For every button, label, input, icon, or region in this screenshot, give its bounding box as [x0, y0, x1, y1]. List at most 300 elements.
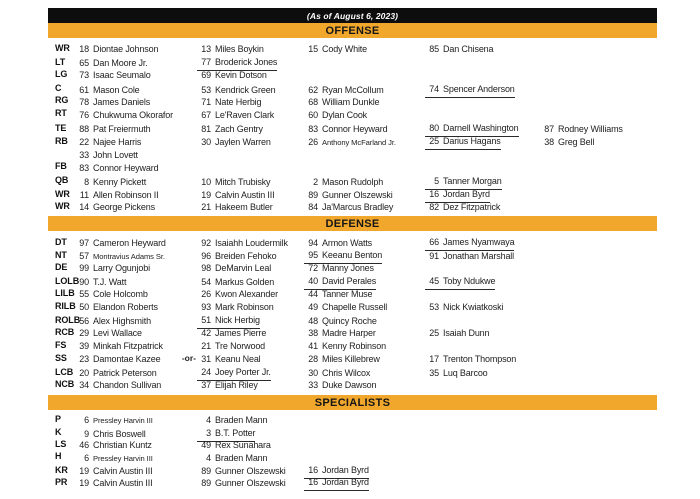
player-entry-text [75, 198, 155, 214]
player-number: 22 [79, 137, 89, 148]
player-name: Mitch Trubisky [215, 176, 271, 187]
player-entry [425, 198, 540, 214]
player-name: Tre Norwood [215, 341, 266, 352]
player-name: Gunner Olszewski [215, 478, 286, 489]
player-name: Diontae Johnson [93, 44, 159, 54]
depth-row [48, 80, 657, 93]
player-number: 40 [308, 276, 318, 287]
player-name: Chandon Sullivan [93, 380, 162, 391]
player-name: Anthony McFarland Jr. [322, 138, 396, 148]
position-label: K [55, 427, 62, 438]
player-number: 35 [429, 368, 439, 379]
player-number: 2 [313, 176, 318, 187]
player-number: 84 [308, 202, 318, 213]
player-name: T.J. Watt [93, 277, 127, 288]
player-name: Nick Herbig [215, 315, 260, 326]
player-number: 19 [79, 466, 89, 476]
player-name: DeMarvin Leal [215, 263, 272, 274]
player-number: 20 [79, 368, 89, 379]
depth-row [48, 185, 657, 201]
player-number: 8 [84, 176, 89, 187]
player-number: 57 [79, 251, 89, 262]
position-label: WR [55, 188, 70, 199]
position-label: LCB [55, 366, 74, 377]
player-number: 21 [201, 341, 211, 352]
player-number: 37 [201, 380, 211, 391]
player-number: 46 [79, 440, 89, 451]
player-name: B.T. Potter [215, 427, 256, 438]
position-label: LG [55, 68, 68, 79]
depth-row [48, 285, 657, 298]
player-name: Kenny Pickett [93, 176, 147, 187]
player-number: 14 [79, 202, 89, 213]
player-name: Kendrick Green [215, 84, 276, 95]
player-number: 42 [201, 328, 211, 339]
player-name: Mason Rudolph [322, 176, 384, 187]
position-label: NT [55, 249, 67, 260]
depth-row [48, 233, 657, 249]
player-number: 90 [79, 277, 89, 288]
section-header-specialists [48, 395, 657, 410]
depth-row [48, 449, 657, 461]
player-name: James Nyamwaya [443, 237, 515, 248]
position-label: ROLB [55, 314, 81, 325]
player-number: 99 [79, 263, 89, 274]
player-number: 11 [79, 190, 89, 201]
player-name: Ryan McCollum [322, 84, 384, 95]
player-entry [304, 376, 425, 392]
player-number: 24 [201, 367, 211, 378]
depth-row [48, 311, 657, 327]
player-name: Jordan Byrd [322, 465, 369, 475]
player-name: Connor Heyward [93, 162, 159, 173]
player-number: 50 [79, 302, 89, 313]
player-number: 25 [429, 136, 439, 147]
depth-row [48, 198, 657, 211]
player-entry [75, 474, 197, 490]
position-label: TE [55, 122, 67, 133]
player-name: Rex Sunahara [215, 440, 271, 451]
position-label: FS [55, 339, 67, 350]
player-number: 33 [79, 149, 89, 160]
player-number: 28 [308, 354, 318, 365]
depth-row [48, 106, 657, 119]
player-number: 26 [308, 137, 318, 148]
player-name: Tanner Morgan [443, 175, 502, 186]
player-name: Madre Harper [322, 328, 376, 339]
player-number: 29 [79, 328, 89, 339]
player-name: Nate Herbig [215, 96, 262, 107]
player-number: 15 [308, 44, 318, 54]
player-number: 44 [308, 289, 318, 300]
player-number: 18 [79, 44, 89, 54]
position-label: NCB [55, 378, 75, 389]
player-entry [425, 132, 540, 150]
section-rows [48, 38, 657, 211]
date-bar [48, 8, 657, 23]
player-number: 83 [308, 124, 318, 135]
player-entry [540, 133, 657, 149]
player-name: Mark Robinson [215, 302, 274, 313]
player-entry [425, 272, 540, 290]
player-number: 74 [429, 83, 439, 94]
player-name: Manny Jones [322, 263, 374, 274]
depth-row [48, 259, 657, 272]
player-name: Darnell Washington [443, 123, 519, 134]
player-number: 88 [79, 124, 89, 135]
position-label: RT [55, 108, 67, 119]
player-name: Ja'Marcus Bradley [322, 202, 394, 213]
player-entry-text [304, 133, 396, 149]
position-label: P [55, 413, 61, 424]
player-name: Greg Bell [558, 137, 595, 148]
position-label: SS [55, 352, 67, 363]
section-defense [48, 216, 657, 389]
player-number: 3 [206, 427, 211, 438]
player-name: Elijah Riley [215, 380, 258, 391]
player-number: 83 [79, 162, 89, 173]
player-name: Tanner Muse [322, 289, 373, 300]
depth-row [48, 298, 657, 311]
player-name: Cody White [322, 44, 368, 54]
player-name: Christian Kuntz [93, 440, 152, 451]
player-name: Connor Heyward [322, 124, 388, 135]
player-entry [425, 247, 540, 263]
player-name: Jaylen Warren [215, 137, 271, 148]
player-number: 66 [429, 237, 439, 248]
player-entry-text [197, 133, 271, 149]
player-name: Luq Barcoo [443, 368, 488, 379]
player-entry [197, 474, 304, 490]
player-number: 72 [308, 263, 318, 274]
depth-row [48, 40, 657, 53]
section-rows [48, 231, 657, 389]
player-number: 16 [429, 189, 439, 200]
player-name: Montravius Adams Sr. [93, 252, 165, 262]
date-note: (As of August 6, 2023) [306, 10, 399, 21]
player-name: Kevin Dotson [215, 70, 267, 81]
player-number: 98 [201, 263, 211, 274]
player-name: Le'Raven Clark [215, 109, 275, 120]
player-name: Miles Killebrew [322, 354, 380, 365]
player-name: Breiden Fehoko [215, 251, 277, 262]
player-number: 97 [79, 238, 89, 249]
player-name: Cole Holcomb [93, 289, 148, 300]
player-name: Jordan Byrd [443, 189, 490, 200]
position-label: FB [55, 161, 67, 172]
player-entry-text [425, 40, 493, 56]
player-number: 85 [429, 44, 439, 54]
player-number: 41 [308, 341, 318, 352]
depth-row [48, 461, 657, 476]
player-name: Joey Porter Jr. [215, 367, 271, 378]
player-entry-text [304, 40, 367, 56]
player-entry-text [425, 324, 489, 340]
player-number: 38 [308, 328, 318, 339]
player-name: Trenton Thompson [443, 354, 517, 365]
player-number: 93 [201, 302, 211, 313]
player-number: 68 [308, 96, 318, 107]
player-name: John Lovett [93, 149, 138, 160]
position-label: DT [55, 236, 67, 247]
player-entry [75, 198, 197, 214]
player-name: Damontae Kazee [93, 354, 161, 365]
player-number: 61 [79, 84, 89, 95]
position-label: C [55, 83, 62, 94]
player-entry [425, 40, 540, 56]
player-name: William Dunkle [322, 96, 380, 107]
depth-row [48, 132, 657, 148]
player-number: 25 [429, 328, 439, 339]
player-name: Gunner Olszewski [322, 190, 393, 201]
player-number: 60 [308, 109, 318, 120]
player-number: 77 [201, 57, 211, 68]
player-name: Miles Boykin [215, 44, 264, 54]
player-number: 33 [308, 380, 318, 391]
position-label: H [55, 451, 62, 462]
player-number: 16 [308, 477, 318, 488]
player-entry [425, 80, 540, 98]
player-number: 19 [79, 478, 89, 489]
player-number: 73 [79, 70, 89, 81]
player-number: 19 [201, 190, 211, 201]
player-number: 67 [201, 109, 211, 120]
depth-row [48, 324, 657, 337]
depth-chart-content [48, 8, 657, 489]
player-number: 21 [201, 202, 211, 213]
section-title: DEFENSE [325, 217, 380, 230]
player-number: 89 [201, 478, 211, 489]
player-entry [304, 40, 425, 56]
player-number: 81 [201, 124, 211, 135]
player-number: 55 [79, 289, 89, 300]
player-entry-text [75, 474, 152, 490]
section-title: SPECIALISTS [314, 396, 391, 409]
player-entry-text [425, 298, 503, 314]
player-entry-text [197, 474, 286, 490]
player-name: James Pierre [215, 328, 267, 339]
player-number: 89 [201, 466, 211, 476]
player-entry-text [540, 133, 594, 149]
player-name: Markus Golden [215, 277, 275, 288]
player-name: Keeanu Benton [322, 250, 383, 261]
player-name: Pressley Harvin III [93, 453, 153, 463]
player-name: Chukwuma Okorafor [93, 109, 173, 120]
player-number: 82 [429, 202, 439, 213]
player-name: Dan Chisena [443, 44, 494, 54]
depth-row [48, 350, 657, 363]
player-name: Pat Freiermuth [93, 124, 151, 135]
player-entry [425, 324, 540, 340]
player-number: 76 [79, 109, 89, 120]
player-number: 49 [201, 440, 211, 451]
player-name: Najee Harris [93, 137, 142, 148]
depth-row [48, 436, 657, 451]
player-name: Dez Fitzpatrick [443, 202, 501, 213]
player-entry [425, 298, 540, 314]
player-number: 9 [84, 428, 89, 439]
player-name: Chris Boswell [93, 428, 146, 439]
player-name: Hakeem Butler [215, 202, 273, 213]
section-specialists [48, 395, 657, 489]
player-entry-text [425, 198, 500, 214]
depth-row [48, 376, 657, 389]
player-number: 16 [308, 465, 318, 475]
player-name: Isaiah Dunn [443, 328, 490, 339]
player-entry-text [197, 376, 258, 392]
position-label: WR [55, 42, 70, 53]
player-entry-underlined [425, 80, 515, 98]
player-number: 96 [201, 251, 211, 262]
depth-row [48, 424, 657, 439]
position-label: LOLB [55, 275, 80, 286]
player-name: Gunner Olszewski [215, 466, 286, 476]
position-label: QB [55, 175, 69, 186]
player-number: 48 [308, 316, 318, 327]
depth-row [48, 172, 657, 185]
player-name: Cameron Heyward [93, 238, 166, 249]
depth-row [48, 93, 657, 106]
player-number: 54 [201, 277, 211, 288]
player-number: 38 [544, 137, 554, 148]
depth-row [48, 119, 657, 135]
player-name: Calvin Austin III [93, 478, 153, 489]
player-name: Broderick Jones [215, 57, 278, 68]
position-label: RB [55, 135, 68, 146]
player-name: Calvin Austin III [93, 466, 153, 476]
position-label: WR [55, 200, 70, 211]
player-number: 4 [206, 415, 211, 426]
player-entry-text [304, 376, 376, 392]
player-entry-text [75, 376, 161, 392]
player-number: 13 [201, 44, 211, 54]
position-label: RG [55, 95, 69, 106]
depth-row [48, 337, 657, 350]
player-number: 17 [429, 354, 439, 365]
position-label: DE [55, 261, 68, 272]
player-name: Rodney Williams [558, 124, 623, 135]
player-number: 53 [429, 302, 439, 313]
depth-row [48, 272, 657, 288]
position-label: LT [55, 56, 66, 67]
player-name: Dan Moore Jr. [93, 58, 148, 69]
player-entry-underlined [304, 473, 369, 491]
player-name: Keanu Neal [215, 354, 261, 365]
player-entry-text [425, 364, 488, 380]
player-name: Nick Kwiatkoski [443, 302, 504, 313]
player-number: 95 [308, 250, 318, 261]
player-name: Braden Mann [215, 415, 268, 426]
player-name: Allen Robinson II [93, 190, 159, 201]
player-name: Elandon Roberts [93, 302, 158, 313]
player-entry-text [197, 198, 273, 214]
player-number: 10 [201, 176, 211, 187]
player-entry [197, 376, 304, 392]
player-name: Quincy Roche [322, 316, 377, 327]
player-number: 4 [206, 452, 211, 463]
section-header-offense [48, 23, 657, 38]
depth-row [48, 159, 657, 172]
player-number: 30 [308, 368, 318, 379]
depth-row [48, 473, 657, 489]
position-label: LILB [55, 287, 75, 298]
player-entry [425, 364, 540, 380]
player-number: 94 [308, 238, 318, 249]
or-separator: -or- [181, 353, 196, 364]
player-number: 6 [84, 452, 89, 463]
player-entry [75, 376, 197, 392]
player-name: Isaac Seumalo [93, 70, 151, 81]
player-name: Jonathan Marshall [443, 251, 514, 262]
player-name: Toby Ndukwe [443, 276, 496, 287]
player-name: Isaiahh Loudermilk [215, 238, 288, 249]
player-number: 49 [308, 302, 318, 313]
section-offense [48, 23, 657, 211]
player-number: 65 [79, 58, 89, 69]
player-name: Dylan Cook [322, 109, 368, 120]
player-name: Jordan Byrd [322, 477, 369, 488]
depth-row [48, 363, 657, 379]
player-number: 87 [544, 124, 554, 135]
position-label: PR [55, 476, 68, 487]
section-header-defense [48, 216, 657, 231]
player-entry-text [304, 198, 393, 214]
player-entry-text [425, 247, 514, 263]
player-number: 78 [79, 96, 89, 107]
player-entry [304, 198, 425, 214]
player-name: Levi Wallace [93, 328, 142, 339]
section-title: OFFENSE [325, 24, 380, 37]
player-entry [197, 198, 304, 214]
sections-root [48, 23, 657, 489]
player-number: 5 [434, 175, 439, 186]
section-rows [48, 410, 657, 489]
player-name: Calvin Austin III [215, 190, 275, 201]
depth-row [48, 66, 657, 79]
player-entry [304, 133, 425, 149]
player-number: 62 [308, 84, 318, 95]
position-label: LS [55, 438, 67, 449]
player-name: Chapelle Russell [322, 302, 388, 313]
player-name: Alex Highsmith [93, 316, 151, 327]
player-name: Chris Wilcox [322, 368, 371, 379]
player-name: Pressley Harvin III [93, 416, 153, 426]
player-number: 30 [201, 137, 211, 148]
player-number: 26 [201, 289, 211, 300]
player-name: Kwon Alexander [215, 289, 278, 300]
player-number: 92 [201, 238, 211, 249]
player-name: David Perales [322, 276, 377, 287]
player-number: 6 [84, 415, 89, 426]
player-name: Darius Hagans [443, 136, 501, 147]
player-number: 45 [429, 276, 439, 287]
player-number: 71 [201, 96, 211, 107]
player-name: Braden Mann [215, 452, 268, 463]
player-name: Minkah Fitzpatrick [93, 341, 163, 352]
position-label: RILB [55, 300, 76, 311]
player-number: 34 [79, 380, 89, 391]
player-name: George Pickens [93, 202, 155, 213]
player-name: Zach Gentry [215, 124, 263, 135]
player-name: Larry Ogunjobi [93, 263, 150, 274]
player-entry [197, 133, 304, 149]
depth-row [48, 246, 657, 262]
player-name: Armon Watts [322, 238, 373, 249]
player-name: James Daniels [93, 96, 151, 107]
player-number: 80 [429, 123, 439, 134]
position-label: KR [55, 464, 68, 475]
player-number: 31 [201, 354, 211, 365]
